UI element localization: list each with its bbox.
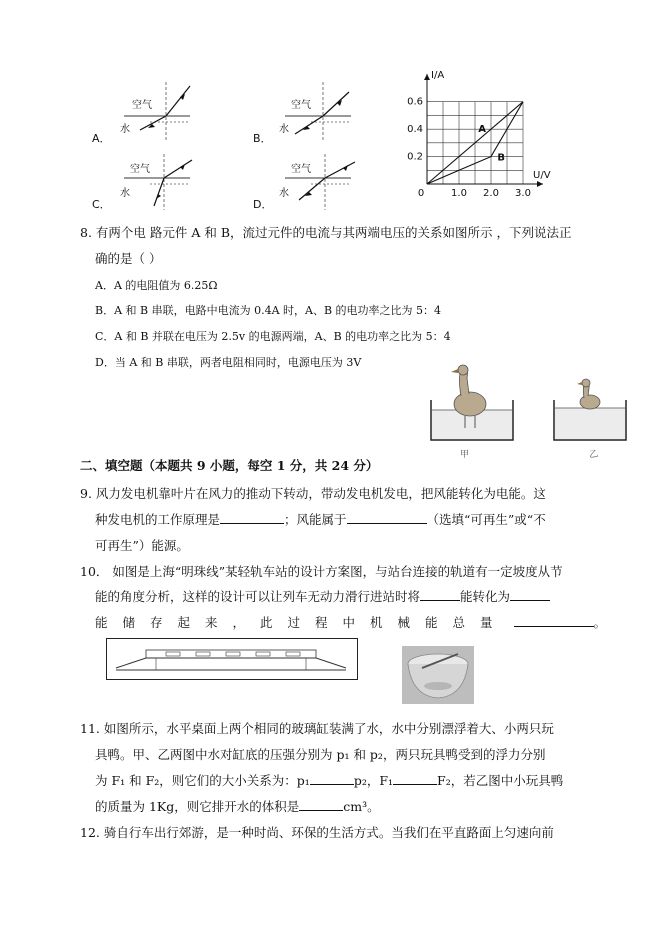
x-tick-label: 1.0 bbox=[451, 188, 467, 199]
q10-blank-2[interactable] bbox=[510, 588, 550, 601]
series-label-a: A bbox=[478, 123, 486, 135]
refraction-option-c bbox=[92, 150, 202, 212]
q11-blank-3[interactable] bbox=[299, 798, 343, 811]
refraction-option-a bbox=[92, 78, 202, 148]
bowl-photo bbox=[402, 646, 474, 704]
x-tick-label: 0 bbox=[417, 188, 425, 199]
option-label: B． bbox=[253, 132, 272, 145]
q8-option-b: B．A 和 B 串联，电路中电流为 0.4A 时，A、B 的电功率之比为 5：4 bbox=[95, 304, 442, 317]
label-yi: 乙 bbox=[588, 449, 600, 461]
q11-text-b: p₂，F₁ bbox=[353, 773, 394, 788]
q10-line-1: 10． 如图是上海“明珠线”某轻轨车站的设计方案图，与站台连接的轨道有一定坡度从节 bbox=[80, 564, 563, 579]
label-jia: 甲 bbox=[460, 450, 470, 460]
q11-line-2: 具鸭。甲、乙两图中水对缸底的压强分别为 p₁ 和 p₂，两只玩具鸭受到的浮力分别 bbox=[95, 747, 546, 762]
water-label: 水 bbox=[120, 124, 130, 135]
q11-text-d: 的质量为 1Kg，则它排开水的体积是 bbox=[95, 799, 300, 814]
q9-line-2 bbox=[95, 510, 546, 528]
y-tick-label: 0.4 bbox=[407, 124, 423, 136]
duck-tank-yi bbox=[550, 374, 630, 446]
q8-option-c: C．A 和 B 并联在电压为 2.5v 的电源两端，A、B 的电功率之比为 5：4 bbox=[95, 330, 451, 343]
option-label: C． bbox=[92, 198, 111, 211]
q10-text-c: 能储存起来，此过程中机械能总量 bbox=[95, 615, 508, 630]
q8-stem-line-1: 8. 有两个电 路元件 A 和 B，流过元件的电流与其两端电压的关系如图所示 ，下列说法正 bbox=[80, 225, 572, 240]
q11-text-a: 为 F₁ 和 F₂，则它们的大小关系为：p₁ bbox=[95, 773, 310, 788]
y-tick-label: 0.6 bbox=[407, 96, 423, 108]
q10-text-end: 。 bbox=[593, 615, 607, 630]
option-label: A． bbox=[92, 132, 111, 145]
refraction-diagram bbox=[271, 150, 363, 212]
q10-blank-1[interactable] bbox=[420, 588, 460, 601]
q11-line-3 bbox=[95, 771, 563, 789]
q11-text-c: F₂，若乙图中小玩具鸭 bbox=[437, 773, 564, 788]
air-label: 空气 bbox=[291, 100, 311, 111]
q9-line-3: 可再生”）能源。 bbox=[95, 538, 189, 553]
air-label: 空气 bbox=[130, 164, 150, 175]
station-diagram bbox=[106, 638, 358, 680]
q10-line-2 bbox=[95, 587, 550, 605]
air-label: 空气 bbox=[291, 164, 311, 175]
water-label: 水 bbox=[279, 124, 289, 135]
water-label: 水 bbox=[279, 188, 289, 199]
refraction-diagram bbox=[110, 150, 202, 212]
x-axis-arrow bbox=[537, 181, 543, 187]
option-label: D． bbox=[253, 198, 273, 211]
q10-text-a: 能的角度分析，这样的设计可以让列车无动力滑行进站时将 bbox=[95, 589, 421, 604]
y-tick-label: 0.2 bbox=[407, 151, 423, 163]
duck-tank-jia bbox=[425, 362, 517, 446]
refraction-option-d bbox=[253, 150, 363, 212]
q8-stem-line-2: 确的是（ ） bbox=[95, 251, 162, 266]
y-axis-arrow bbox=[424, 74, 430, 80]
water-label: 水 bbox=[120, 188, 130, 199]
q8-option-d: D．当 A 和 B 串联，两者电阻相同时，电源电压为 3V bbox=[95, 356, 362, 369]
q9-blank-1[interactable] bbox=[220, 511, 284, 524]
q11-blank-2[interactable] bbox=[393, 772, 437, 785]
q9-line-1: 9. 风力发电机靠叶片在风力的推动下转动，带动发电机发电，把风能转化为电能。这 bbox=[80, 486, 546, 501]
q10-line-3 bbox=[95, 613, 606, 631]
y-axis-label: I/A bbox=[431, 70, 445, 81]
iu-chart bbox=[405, 68, 565, 200]
x-axis-label: U/V bbox=[533, 170, 551, 181]
section-2-heading: 二、填空题（本题共 9 小题，每空 1 分，共 24 分） bbox=[80, 458, 379, 473]
q9-blank-2[interactable] bbox=[347, 511, 427, 524]
q11-blank-1[interactable] bbox=[310, 772, 354, 785]
q10-blank-3[interactable] bbox=[514, 614, 594, 627]
x-tick-label: 2.0 bbox=[483, 188, 499, 199]
air-label: 空气 bbox=[132, 100, 152, 111]
refraction-option-b bbox=[253, 78, 363, 148]
series-label-b: B bbox=[497, 152, 506, 164]
q9-text-c: （选填“可再生”或“不 bbox=[426, 512, 546, 527]
q11-line-1: 11. 如图所示，水平桌面上两个相同的玻璃缸装满了水，水中分别漂浮着大、小两只玩 bbox=[80, 721, 554, 736]
q10-text-b: 能转化为 bbox=[460, 589, 511, 604]
x-tick-label: 3.0 bbox=[515, 188, 531, 199]
q11-line-4 bbox=[95, 797, 380, 815]
q9-text-b: ；风能属于 bbox=[284, 512, 347, 527]
q9-text-a: 种发电机的工作原理是 bbox=[95, 512, 221, 527]
q12-line-1: 12. 骑自行车出行郊游，是一种时尚、环保的生活方式。当我们在平直路面上匀速向前 bbox=[80, 825, 554, 840]
q11-text-e: cm³。 bbox=[343, 799, 380, 814]
q8-option-a: A．A 的电阻值为 6.25Ω bbox=[95, 279, 218, 292]
